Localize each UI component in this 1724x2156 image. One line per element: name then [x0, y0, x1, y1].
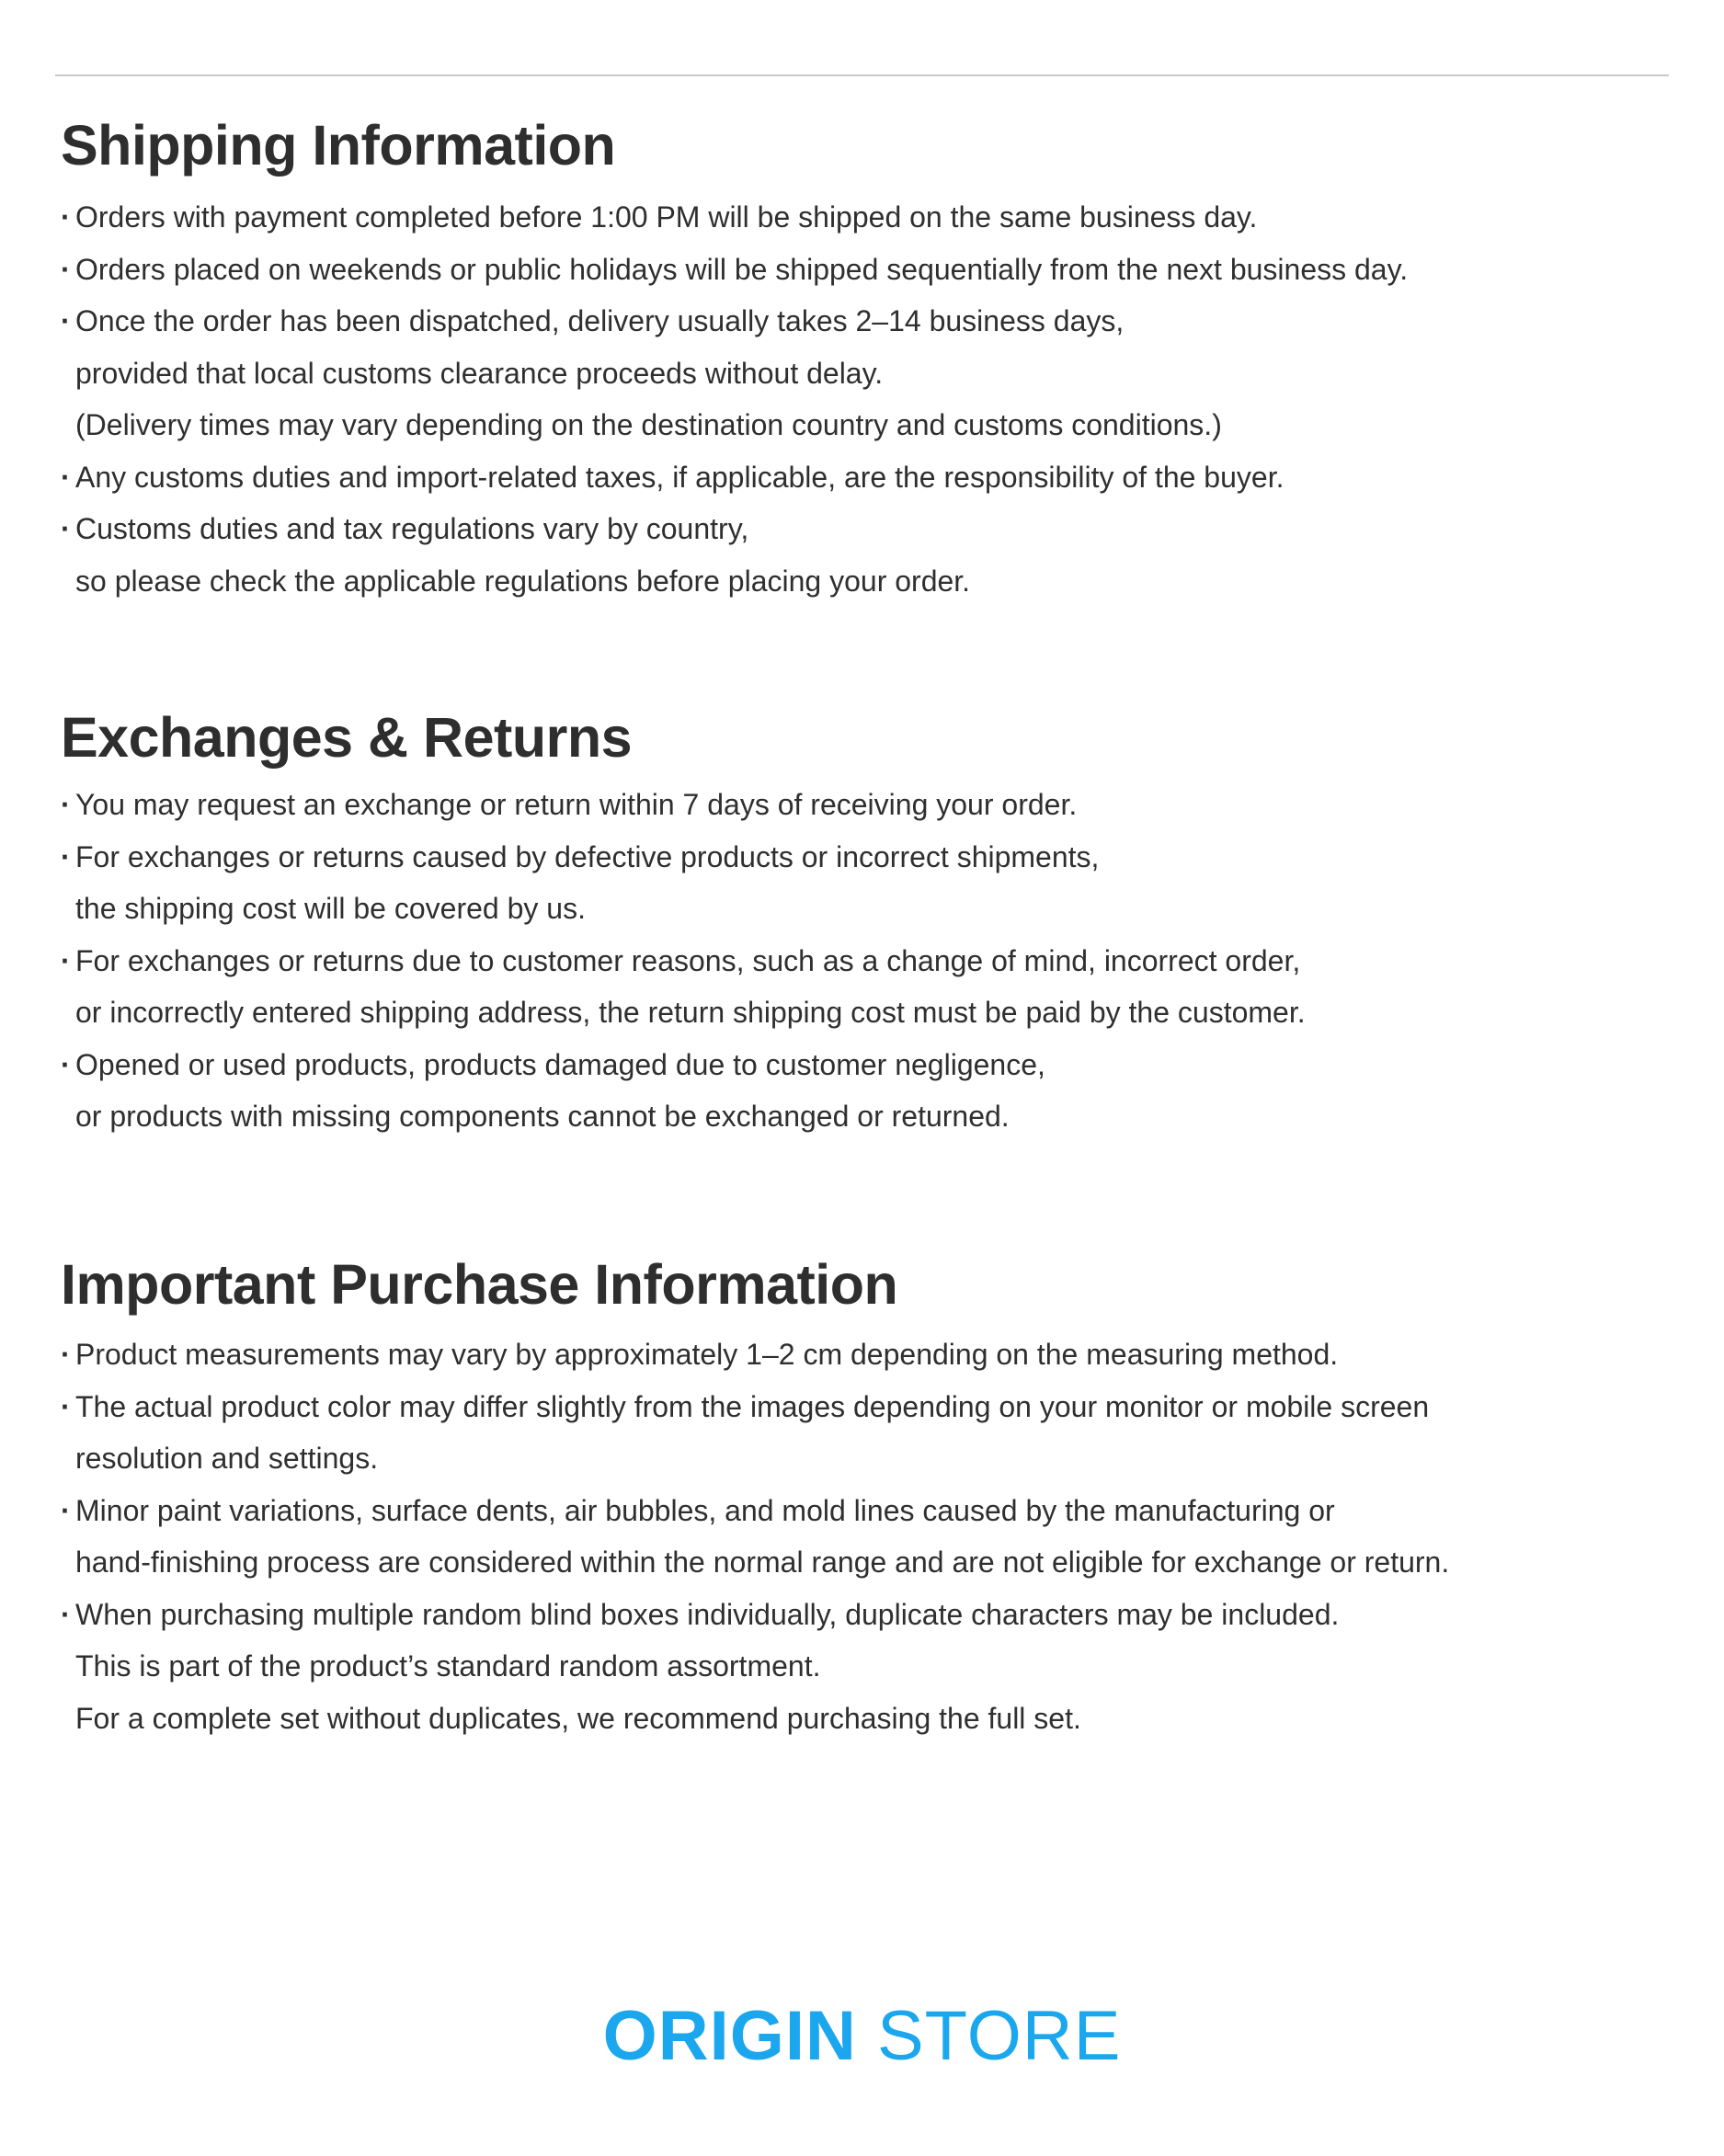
origin-store-logo [0, 1995, 1724, 2078]
bullet-line: · The actual product color may differ slightly from the images depending on your monitor or mobile screen [75, 1389, 1430, 1423]
purchase-information-heading: Important Purchase Information [61, 1253, 898, 1316]
bullet-line: · Orders placed on weekends or public holidays will be shipped sequentially from the next business day. [75, 252, 1409, 286]
bullet-line: or incorrectly entered shipping address, the return shipping cost must be paid by the customer. [75, 996, 1306, 1029]
bullet-line: or products with missing components cannot be exchanged or returned. [75, 1100, 1010, 1133]
bullet-line: · Minor paint variations, surface dents, air bubbles, and mold lines caused by the manufacturing or [75, 1493, 1335, 1527]
purchase-information-section [61, 1248, 1661, 1744]
bullet-line: so please check the applicable regulations before placing your order. [75, 564, 971, 598]
bullet-line: · When purchasing multiple random blind boxes individually, duplicate characters may be included. [75, 1597, 1340, 1631]
exchanges-returns-section [61, 701, 1661, 1143]
bullet-item [61, 935, 1661, 1039]
bullet-item [61, 1485, 1661, 1589]
bullet-line: · Opened or used products, products damaged due to customer negligence, [75, 1047, 1045, 1081]
bullet-line: resolution and settings. [75, 1442, 379, 1475]
top-divider [55, 74, 1669, 76]
bullet-line: hand-finishing process are considered within the normal range and are not eligible for exchange or return. [75, 1546, 1450, 1579]
bullet-line: · Any customs duties and import-related taxes, if applicable, are the responsibility of the buyer. [75, 460, 1284, 494]
bullet-line: the shipping cost will be covered by us. [75, 892, 586, 925]
bullet-line: · Customs duties and tax regulations vary by country, [75, 512, 749, 545]
bullet-line: · Orders with payment completed before 1:00 PM will be shipped on the same business day. [75, 200, 1258, 234]
exchanges-returns-list [61, 779, 1661, 1143]
logo-word-origin: ORIGIN [602, 1997, 857, 2075]
logo-word-store: STORE [876, 1997, 1122, 2075]
bullet-item [61, 1381, 1661, 1485]
bullet-line: · Once the order has been dispatched, delivery usually takes 2–14 business days, [75, 304, 1125, 337]
bullet-item [61, 779, 1661, 831]
shipping-information-list [61, 191, 1661, 607]
bullet-item [61, 831, 1661, 935]
bullet-item [61, 191, 1661, 244]
bullet-item [61, 1589, 1661, 1745]
bullet-line: provided that local customs clearance proceeds without delay. [75, 356, 884, 390]
bullet-item [61, 503, 1661, 607]
bullet-line: · Product measurements may vary by approximately 1–2 cm depending on the measuring method. [75, 1338, 1339, 1371]
bullet-line: (Delivery times may vary depending on the destination country and customs conditions.) [75, 408, 1222, 441]
exchanges-returns-heading: Exchanges & Returns [61, 706, 633, 769]
bullet-item [61, 244, 1661, 296]
bullet-item [61, 295, 1661, 451]
shipping-information-heading: Shipping Information [61, 114, 616, 177]
bullet-line: For a complete set without duplicates, we recommend purchasing the full set. [75, 1701, 1081, 1735]
bullet-item [61, 451, 1661, 504]
shipping-information-section [61, 108, 1661, 607]
bullet-item [61, 1039, 1661, 1143]
bullet-line: · For exchanges or returns due to customer reasons, such as a change of mind, incorrect order, [75, 943, 1301, 977]
bullet-item [61, 1329, 1661, 1381]
bullet-line: · For exchanges or returns caused by defective products or incorrect shipments, [75, 839, 1100, 873]
bullet-line: · You may request an exchange or return within 7 days of receiving your order. [75, 788, 1078, 821]
purchase-information-list [61, 1329, 1661, 1744]
bullet-line: This is part of the product’s standard random assortment. [75, 1649, 821, 1683]
